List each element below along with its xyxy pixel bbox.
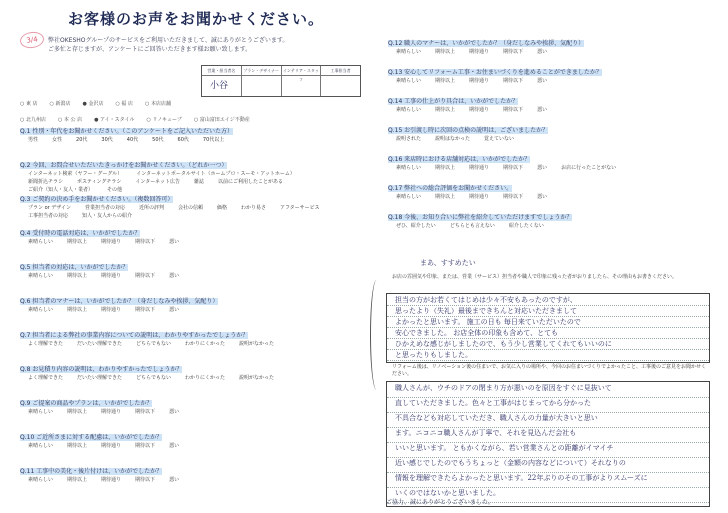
- legend-item[interactable]: ● 金沢店: [82, 101, 104, 107]
- legend-item[interactable]: ○ 新潟店: [49, 101, 71, 107]
- answer-options: [396, 222, 716, 230]
- answer-options: [28, 340, 348, 348]
- question-label: [388, 67, 602, 76]
- answer-option[interactable]: どちらとも言えない: [449, 223, 495, 229]
- handwritten-staff: 小谷: [210, 81, 229, 91]
- answer-option[interactable]: 素晴らしい: [28, 409, 54, 415]
- answer-option[interactable]: 期待以上: [67, 477, 88, 483]
- legend-item[interactable]: ○ 本 公 店: [57, 117, 83, 123]
- answer-option[interactable]: 素晴らしい: [396, 78, 422, 84]
- legend-item[interactable]: ○ 北九州店: [20, 117, 46, 123]
- answer-options: [396, 77, 716, 85]
- question-text: Q.1 性別・年代をお聞かせください。（このアンケートをご記入いただいた方）: [20, 128, 233, 135]
- answer-option[interactable]: インターネット広告: [135, 179, 180, 185]
- answer-options: [396, 193, 716, 201]
- question-label: [20, 432, 162, 441]
- answer-option[interactable]: 悪い: [537, 194, 548, 200]
- question-text: Q.18 今後、お知り合いに弊社を紹介していただけますでしょうか？: [388, 214, 573, 221]
- question-label: [388, 183, 512, 192]
- store-legend: [20, 100, 320, 124]
- answer-option[interactable]: 素晴らしい: [28, 443, 54, 449]
- handwritten-line: いくのではないかと思いました。: [395, 489, 500, 497]
- question-label: [20, 398, 152, 407]
- answer-option[interactable]: 期待以上: [435, 165, 456, 171]
- answer-options: [28, 272, 348, 280]
- q18-handwritten: まあ、すすめたい: [420, 259, 476, 267]
- question-label: [20, 262, 128, 271]
- question-text: Q.9 ご提案の商品やプランは、いかがでしたか？: [20, 400, 153, 407]
- answer-option[interactable]: 期待以下: [135, 239, 156, 245]
- id-cell: [242, 66, 282, 96]
- answer-option[interactable]: 男性: [28, 137, 39, 143]
- answer-option[interactable]: 期待以下: [135, 273, 156, 279]
- answer-option[interactable]: その他: [107, 187, 123, 193]
- answer-option[interactable]: 近所の評判: [138, 205, 164, 211]
- question-text: Q.6 担当者のマナーは、いかがでしたか？（身だしなみや挨拶、気配り）: [20, 298, 219, 305]
- id-header: インテリア・スタッフ: [282, 68, 319, 82]
- handwritten-line: と思ったりもしました。: [395, 351, 472, 359]
- question-label: [20, 194, 173, 203]
- handwritten-line: 不具合なども対応していただき、職人さんの力量が大きいと思い: [395, 414, 598, 422]
- legend-item[interactable]: ○ 福 店: [115, 101, 133, 107]
- answer-option[interactable]: わかり易さ: [241, 205, 267, 211]
- answer-option[interactable]: プラン or デザイン: [28, 205, 71, 211]
- answer-option[interactable]: 素晴らしい: [396, 194, 422, 200]
- answer-option[interactable]: 説明がなかった: [239, 375, 275, 381]
- answer-option[interactable]: 期待通り: [101, 307, 122, 313]
- answer-option[interactable]: 50代: [152, 137, 164, 143]
- question-label: [388, 212, 572, 221]
- answer-option[interactable]: 期待以下: [503, 78, 524, 84]
- question-label: [20, 126, 233, 135]
- comment-box-2: [386, 381, 710, 507]
- answer-option[interactable]: 説明はなかった: [435, 136, 471, 142]
- answer-option[interactable]: わかりにくかった: [184, 375, 225, 381]
- answer-options: [28, 204, 348, 220]
- answer-option[interactable]: 期待以上: [435, 78, 456, 84]
- answer-option[interactable]: わかりにくかった: [184, 341, 225, 347]
- answer-option[interactable]: 悪い: [537, 165, 548, 171]
- handwritten-line: 直していただきました。色々と工事がはじまってから分かった: [395, 399, 591, 407]
- answer-option[interactable]: 期待以上: [67, 273, 88, 279]
- answer-option[interactable]: 期待以下: [503, 165, 524, 171]
- answer-option[interactable]: 悪い: [169, 443, 180, 449]
- answer-option[interactable]: 期待以上: [435, 194, 456, 200]
- answer-options: [28, 306, 348, 314]
- staff-id-box: [201, 65, 361, 97]
- question-text: Q.13 安心してリフォーム工事・お住まいづくりを進めることができましたか？: [388, 69, 602, 76]
- answer-option[interactable]: どちらでもない: [136, 341, 171, 347]
- handwritten-line: よかったと思います。 施工の日も 毎日来ていただいたので: [395, 318, 581, 326]
- answer-option[interactable]: 期待通り: [469, 165, 490, 171]
- answer-option[interactable]: 悪い: [537, 107, 548, 113]
- id-header: 工事担当者: [321, 66, 360, 76]
- answer-option[interactable]: ぜひ、紹介したい: [396, 223, 436, 229]
- answer-option[interactable]: 女性: [52, 137, 63, 143]
- answer-option[interactable]: 期待以下: [135, 307, 156, 313]
- answer-option[interactable]: 悪い: [169, 307, 180, 313]
- answer-option[interactable]: 70代以上: [202, 137, 225, 143]
- answer-option[interactable]: アフターサービス: [280, 205, 320, 211]
- answer-option[interactable]: 素晴らしい: [396, 107, 422, 113]
- answer-option[interactable]: 期待以下: [503, 49, 524, 55]
- answer-option[interactable]: 60代: [177, 137, 189, 143]
- question-text: Q.16 来店時における店舗対応は、いかがでしたか？: [388, 156, 531, 163]
- answer-option[interactable]: 期待以上: [435, 107, 456, 113]
- box2-header: リフォーム後は、リノベーション後の住まいで、お気に入りの場所や、今回のお住まいづくりでよかったこと、工事後のご意見をお聞かせください。: [392, 364, 706, 377]
- answer-option[interactable]: 素晴らしい: [28, 273, 54, 279]
- handwritten-line: 情報を理解できたらよかったと思います。22年ぶりのその工事がよりスムーズに: [395, 474, 648, 482]
- handwritten-line: 思ったより（失礼）最後まできちんと対応いただきまして: [395, 307, 577, 315]
- answer-option[interactable]: 期待通り: [469, 107, 490, 113]
- answer-option[interactable]: 悪い: [169, 239, 180, 245]
- answer-option[interactable]: 価格: [217, 205, 228, 211]
- answer-option[interactable]: 悪い: [169, 273, 180, 279]
- handwritten-line: 職人さんが、ウチのドアの閉まり方が悪いのを原因をすぐに見抜いて: [395, 384, 612, 392]
- answer-option[interactable]: 知人・友人からの紹介: [82, 213, 133, 219]
- question-text: Q.5 担当者の対応は、いかがでしたか？: [20, 264, 129, 271]
- handwritten-line: いいと思います。 ともかくながら、若い営業さんとの距離がイマイチ: [395, 444, 614, 452]
- box1-header: お店の雰囲気や印象、または、営業（サービス）担当者や職人で印象に残った者がおりましたら、その理由もお書きください。: [392, 274, 678, 280]
- answer-option[interactable]: 期待以上: [435, 49, 456, 55]
- survey-title: お客様のお声をお聞かせください。: [68, 10, 325, 28]
- answer-option[interactable]: 以前にご利用したことがある: [218, 179, 284, 185]
- question-text: Q.4 受付時の電話対応は、いかがでしたか？: [20, 230, 141, 237]
- answer-option[interactable]: ご紹介（知人・友人・業者）: [28, 187, 94, 193]
- question-text: Q.2 今回、お問合せいただいたきっかけをお聞かせください。（どれか一つ）: [20, 162, 228, 169]
- answer-option[interactable]: 期待以下: [135, 443, 156, 449]
- answer-options: [28, 374, 348, 382]
- answer-options: [28, 408, 348, 416]
- answer-option[interactable]: 素晴らしい: [396, 165, 422, 171]
- question-text: Q.15 お引渡し時に次回の点検の説明は、ございましたか？: [388, 127, 549, 134]
- question-text: Q.8 お見積り内容の説明は、わかりやすかったでしょうか？: [20, 366, 183, 373]
- answer-option[interactable]: 覚えていない: [484, 136, 515, 142]
- handwritten-line: 安心できました。 お店全体の印象も含めて、とても: [395, 329, 559, 337]
- answer-option[interactable]: よく理解できた: [28, 341, 64, 347]
- question-label: [388, 154, 530, 163]
- question-label: [20, 228, 140, 237]
- id-cell: [321, 66, 360, 96]
- answer-option[interactable]: 期待通り: [101, 273, 122, 279]
- answer-option[interactable]: 期待通り: [101, 443, 122, 449]
- question-label: [20, 296, 218, 305]
- legend-row: [20, 100, 308, 108]
- answer-option[interactable]: 素晴らしい: [28, 307, 54, 313]
- answer-option[interactable]: 素晴らしい: [28, 477, 54, 483]
- question-text: Q.14 工事の仕上がり具合は、いかがでしたか？: [388, 98, 519, 105]
- question-label: [388, 96, 518, 105]
- intro-line: ご多忙と存じますが、アンケートにご回答いただきます様お願い致します。: [48, 46, 252, 53]
- answer-option[interactable]: 悪い: [537, 78, 548, 84]
- answer-option[interactable]: 期待通り: [101, 239, 122, 245]
- answer-option[interactable]: 期待通り: [469, 49, 490, 55]
- answer-option[interactable]: 期待以上: [67, 307, 88, 313]
- handwritten-line: ひかえめな感じがしましたので、もう少し営業してくれてもいいのに: [395, 340, 612, 348]
- question-text: Q.10 ご近所さまに対する配慮は、いかがでしたか？: [20, 434, 163, 441]
- legend-item[interactable]: ○ 本店店舗: [145, 101, 171, 107]
- answer-option[interactable]: 期待以上: [67, 409, 88, 415]
- answer-option[interactable]: 営業担当者の対応: [84, 205, 125, 211]
- answer-option[interactable]: 紹介したくない: [508, 223, 544, 229]
- question-label: [388, 125, 548, 134]
- answer-option[interactable]: 雑誌: [193, 179, 204, 185]
- answer-option[interactable]: 素晴らしい: [396, 49, 422, 55]
- legend-item[interactable]: ○ 富山富田エイジ不動産: [193, 117, 250, 123]
- answer-option[interactable]: 30代: [101, 137, 113, 143]
- answer-option[interactable]: 期待以上: [67, 239, 88, 245]
- answer-option[interactable]: だいたい理解できた: [77, 375, 123, 381]
- answer-option[interactable]: 悪い: [169, 409, 180, 415]
- answer-option[interactable]: 期待以下: [503, 107, 524, 113]
- ruled-line: [387, 360, 709, 361]
- answer-option[interactable]: 期待以下: [135, 409, 156, 415]
- legend-row: [20, 116, 308, 124]
- answer-option[interactable]: インターネット検索（ヤフー・グーグル）: [28, 171, 123, 177]
- question-text: Q.3 ご契約の決め手をお聞かせください。（複数回答可）: [20, 196, 174, 203]
- answer-options: [28, 442, 348, 450]
- answer-options: [28, 476, 348, 484]
- answer-option[interactable]: 期待通り: [469, 78, 490, 84]
- intro-text: [48, 36, 348, 54]
- question-label: [20, 364, 182, 373]
- answer-options: [28, 136, 348, 144]
- comment-box-1: [386, 293, 710, 363]
- answer-option[interactable]: どちらでもない: [136, 375, 171, 381]
- question-label: [20, 330, 248, 339]
- id-header: 営業・担当者名: [202, 66, 241, 76]
- answer-option[interactable]: 悪い: [169, 477, 180, 483]
- handwritten-line: 近い感じでしたのでもうちょっと（金額の内容などについて）それなりの: [395, 459, 626, 467]
- answer-option[interactable]: 工事担当者の対応: [28, 213, 69, 219]
- answer-options: [396, 164, 716, 172]
- handwritten-line: ます。ニコニコ職人さんが丁寧で、それを見込んだ会社も: [395, 429, 577, 437]
- answer-option[interactable]: ポスティングチラシ: [77, 179, 122, 185]
- handwritten-line: 担当の方がお若くてはじめは少々不安もあったのですが、: [395, 296, 577, 304]
- answer-option[interactable]: 期待以下: [135, 477, 156, 483]
- question-text: Q.11 工事中の美化・後片付けは、いかがでしたか？: [20, 468, 163, 475]
- legend-item[interactable]: ○ リノキューブ: [146, 117, 182, 123]
- id-cell: [282, 66, 322, 96]
- answer-options: [396, 106, 716, 114]
- answer-option[interactable]: 会社の信頼: [177, 205, 203, 211]
- answer-options: [28, 170, 348, 194]
- question-label: [20, 160, 227, 169]
- question-text: Q.17 弊社への総合評価をお聞かせください。: [388, 185, 513, 192]
- answer-options: [28, 238, 348, 246]
- answer-option[interactable]: 悪い: [537, 49, 548, 55]
- answer-option[interactable]: 40代: [126, 137, 139, 143]
- legend-item[interactable]: ● アイ・スタイル: [94, 117, 135, 123]
- intro-line: 弊社OKESHOグループのサービスをご利用いただきまして、誠にありがとうございます。: [48, 37, 289, 44]
- answer-option[interactable]: よく理解できた: [28, 375, 64, 381]
- question-label: [388, 38, 584, 47]
- answer-option[interactable]: 期待以下: [503, 194, 524, 200]
- page-stamp: 3/4: [19, 30, 45, 49]
- answer-options: [396, 48, 716, 56]
- legend-item[interactable]: ○ 東 店: [20, 101, 38, 107]
- id-cell: [202, 66, 242, 96]
- answer-option[interactable]: 素晴らしい: [28, 239, 54, 245]
- answer-option[interactable]: 期待通り: [101, 409, 122, 415]
- answer-options: [396, 135, 716, 143]
- brace-mark: [370, 280, 383, 390]
- answer-option[interactable]: 期待通り: [469, 194, 490, 200]
- footer-thanks: ご協力、誠にありがとうございました。: [386, 499, 495, 506]
- answer-option[interactable]: 期待通り: [101, 477, 122, 483]
- answer-option[interactable]: お店に行ったことがない: [561, 165, 617, 171]
- id-header: プラン・デザイナー: [242, 66, 281, 76]
- answer-option[interactable]: 新聞折込チラシ: [28, 179, 64, 185]
- answer-option[interactable]: インターネットポータルサイト（ホームプロ・スーモ・アットホーム）: [136, 171, 295, 177]
- answer-option[interactable]: 期待以上: [67, 443, 88, 449]
- answer-option[interactable]: 20代: [76, 137, 88, 143]
- question-text: Q.7 担当者による弊社の事業内容についての説明は、わかりやすかったでしょうか？: [20, 332, 249, 339]
- question-text: Q.12 職人のマナーは、いかがでしたか？（身だしなみや挨拶、気配り）: [388, 40, 585, 47]
- answer-option[interactable]: だいたい理解できた: [77, 341, 123, 347]
- answer-option[interactable]: 説明がなかった: [239, 341, 275, 347]
- question-label: [20, 466, 162, 475]
- answer-option[interactable]: 説明された: [396, 136, 422, 142]
